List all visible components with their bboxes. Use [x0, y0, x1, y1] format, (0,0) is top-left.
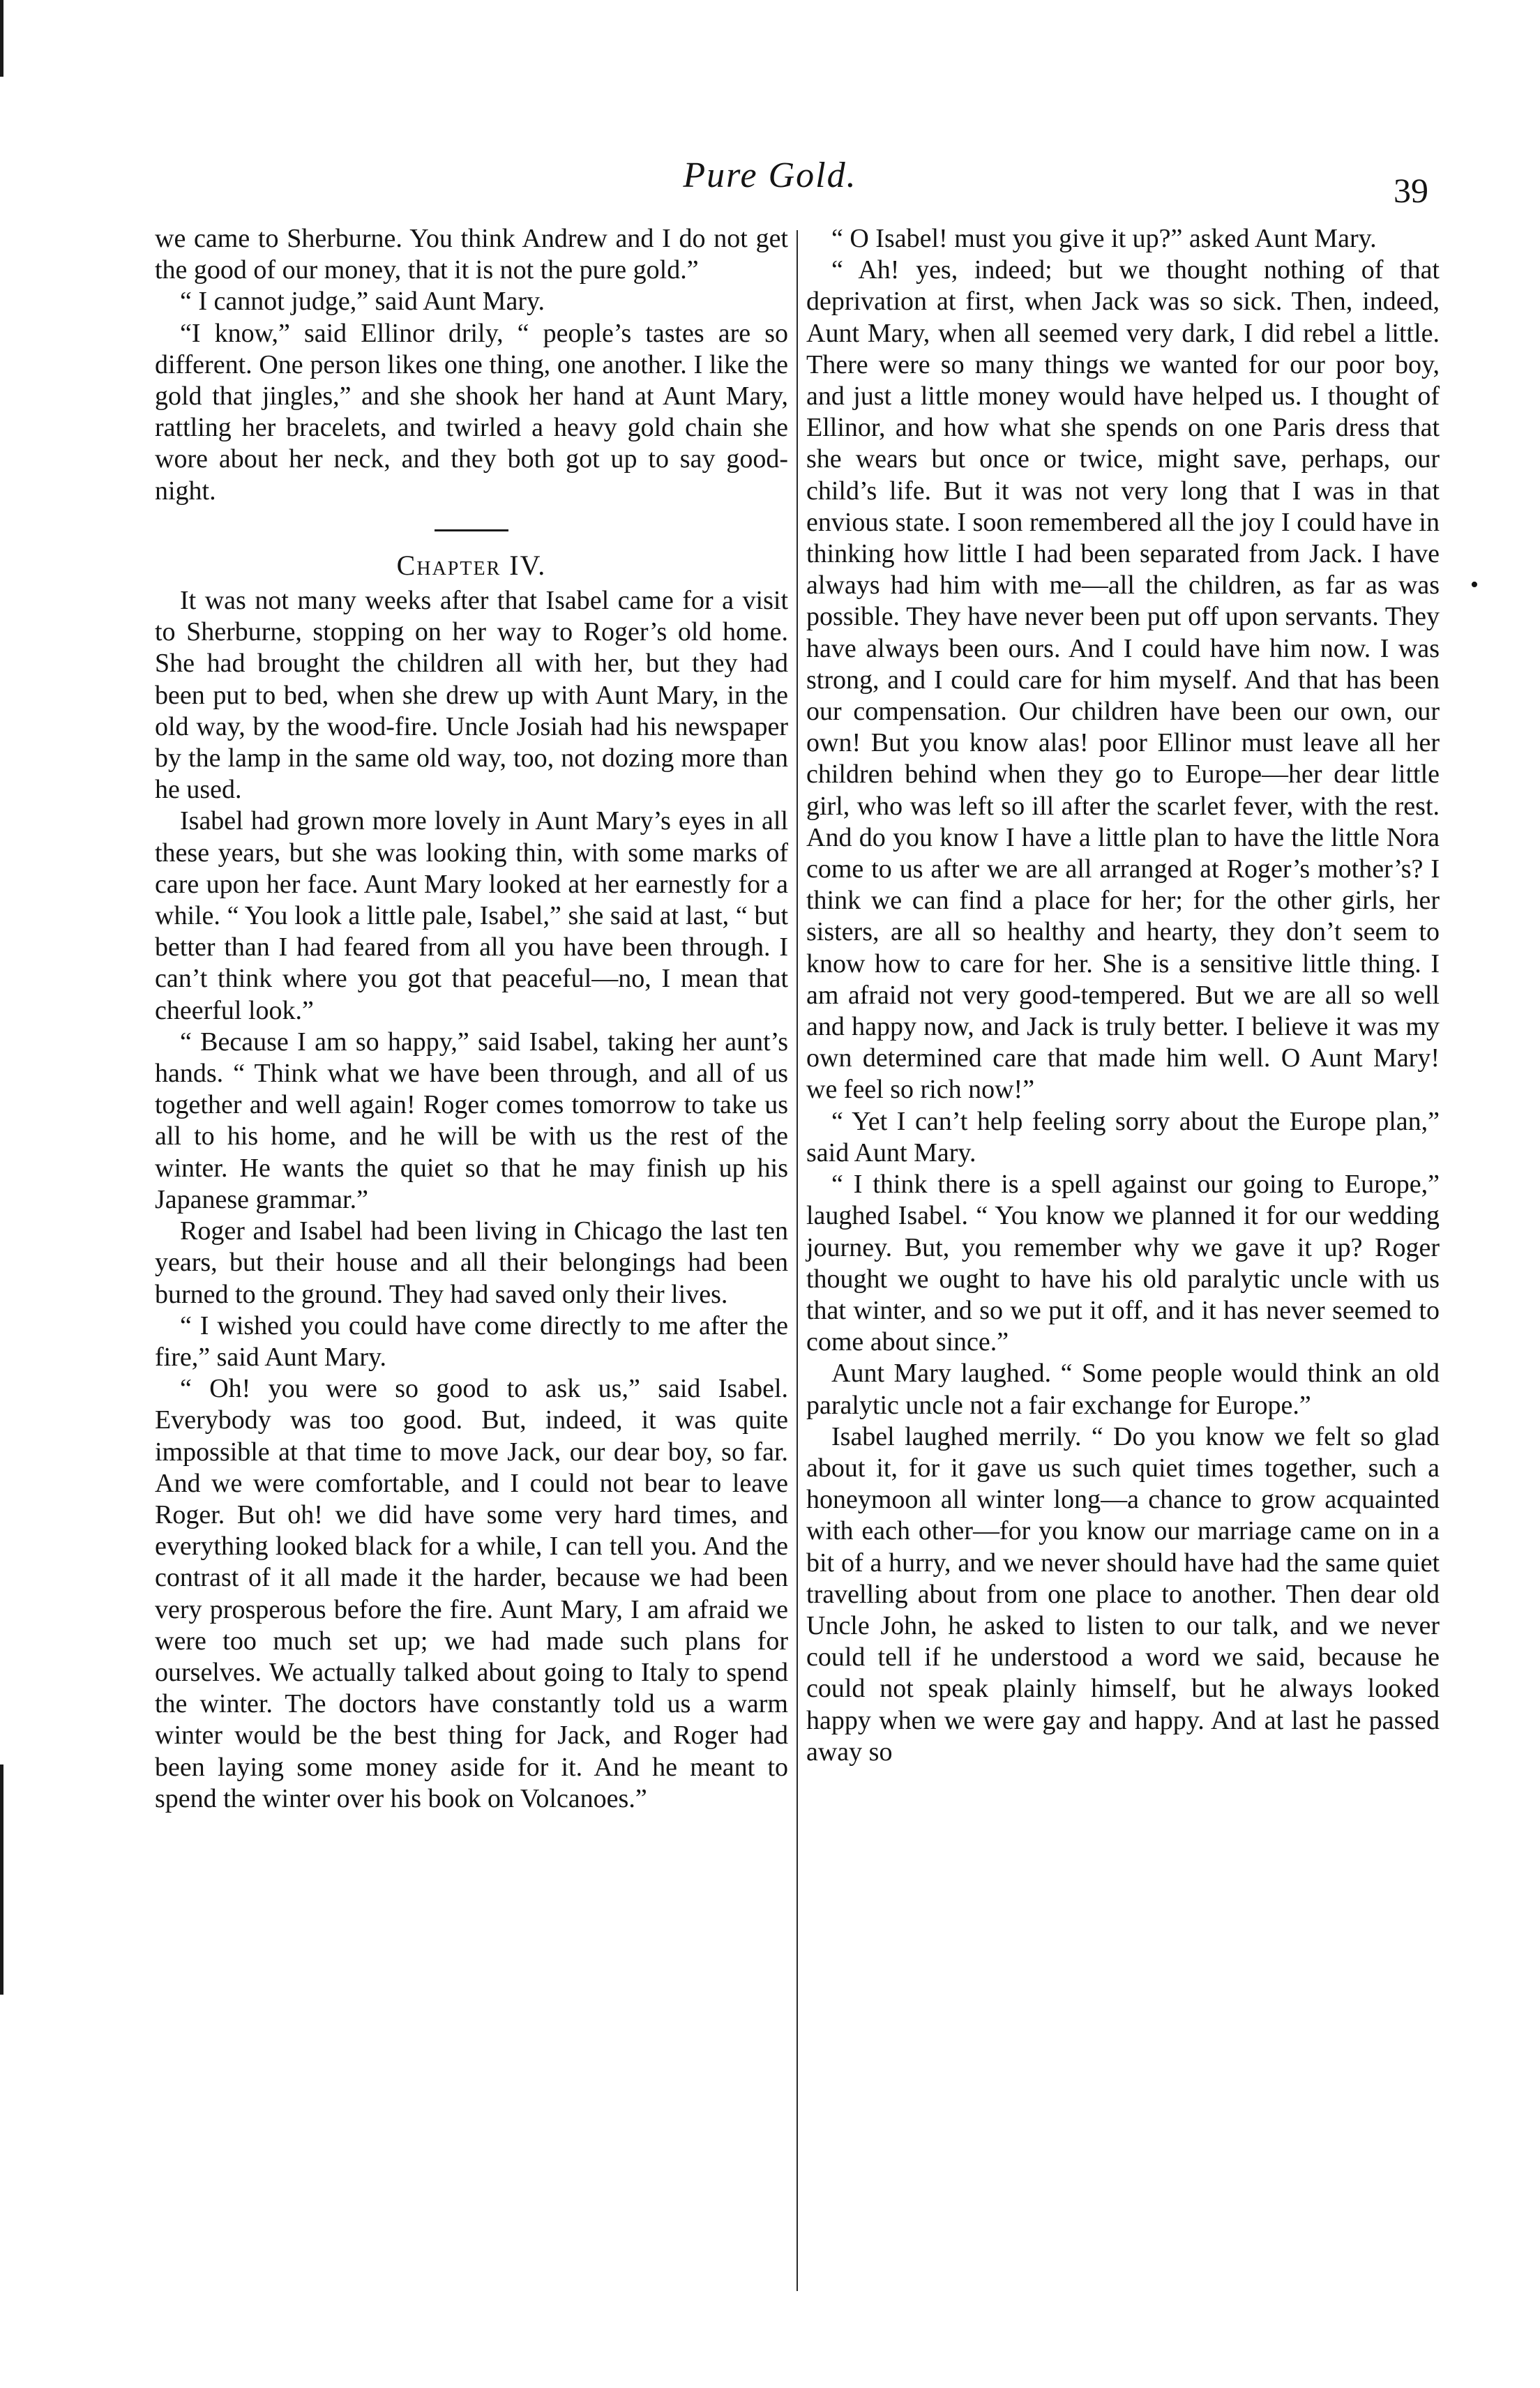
paragraph: “ I cannot judge,” said Aunt Mary. [180, 287, 545, 317]
paragraph: “ O Isabel! must you give it up?” asked Aunt Mary. [831, 224, 1377, 253]
left-column [155, 223, 788, 1815]
right-column [806, 223, 1440, 1768]
paragraph: Roger and Isabel had been living in Chicago the last ten years, but their house and all their belongings had been burned to the ground. They had saved only their lives. [155, 1216, 788, 1309]
paragraph: Aunt Mary laughed. “ Some people would think an old paralytic uncle not a fair exchange for Europe.” [806, 1359, 1440, 1420]
paragraph: It was not many weeks after that Isabel came for a visit to Sherburne, stopping on her way to Roger’s old home. She had brought the children all with her, but they had been put to bed, when she drew up with Aunt Mary, in the old way, by the wood-fire. Uncle Josiah had his newspaper by the lamp in the same old way, too, not dozing more than he used. [155, 586, 788, 805]
left-edge-binding-mark-lower [0, 1764, 3, 1995]
paragraph: we came to Sherburne. You think Andrew and I do not get the good of our money, that it is not the pure gold.” [155, 224, 788, 285]
paragraph: “ Yet I can’t help feeling sorry about the Europe plan,” said Aunt Mary. [806, 1106, 1440, 1167]
paragraph: “ Because I am so happy,” said Isabel, taking her aunt’s hands. “ Think what we have been through, and all of us together and well again! Roger comes tomorrow to take us all to his home, and he will be with us the rest of the winter. He wants the quiet so that he may finish up his Japanese grammar.” [155, 1027, 788, 1214]
column-divider-rule [797, 230, 798, 2291]
paragraph: Isabel had grown more lovely in Aunt Mary’s eyes in all these years, but she was looking thin, with some marks of care upon her face. Aunt Mary looked at her earnestly for a while. “ You look a little pale, Isabel,” she said at last, “ but better than I had feared from all you have been through. I can’t think where you got that peaceful—no, I mean that cheerful look.” [155, 806, 788, 1025]
margin-dot-mark: • [1470, 572, 1479, 598]
section-separator-rule [435, 529, 508, 531]
chapter-heading: Chapter IV. [396, 549, 547, 581]
paragraph: “ I wished you could have come directly to me after the fire,” said Aunt Mary. [155, 1310, 788, 1372]
paragraph: Isabel laughed merrily. “ Do you know we felt so glad about it, for it gave us such quiet times together, such a honeymoon all winter long—a chance to grow acquainted with each other—for you know our marriage came on in a bit of a hurry, and we never should have had the same quiet travelling about from one place to another. Then dear old Uncle John, he asked to listen to our talk, and we never could tell if he understood a word we said, because he could not speak plainly himself, but he always looked happy when we were gay and happy. And at last he passed away so [806, 1421, 1440, 1767]
paragraph: “ Ah! yes, indeed; but we thought nothing of that deprivation at first, when Jack was so sick. Then, indeed, Aunt Mary, when all seemed very dark, I did rebel a little. There were so many things we wanted for our poor boy, and just a little money would have helped us. I thought of Ellinor, and how what she spends on one Paris dress that she wears but once or twice, might save, perhaps, our child’s life. But it was not very long that I was in that envious state. I soon remembered all the joy I could have in thinking how little I had been separated from Jack. I have always had him with me—all the children, as far as was possible. They have never been put off upon servants. They have always been ours. And I could have him now. I was strong, and I could care for him myself. And that has been our compensation. Our children have been our own, our own! But you know alas! poor Ellinor must leave all her children behind when they go to Europe—her dear little girl, who was left so ill after the scarlet fever, with the rest. And do you know I have a little plan to have the little Nora come to us after we are all arranged at Roger’s mother’s? I think we can find a place for her; for the other girls, her sisters, are all so healthy and hearty, they don’t seem to know how to care for her. She is a sensitive little thing. I am afraid not very good-tempered. But we are all so well and happy now, and Jack is truly better. I believe it was my own determined care that made him well. O Aunt Mary! we feel so rich now!” [806, 255, 1440, 1105]
paragraph: “ I think there is a spell against our going to Europe,” laughed Isabel. “ You know we planned it for our wedding journey. But, you remember why we gave it up? Roger thought we ought to have his old paralytic uncle with us that winter, and so we put it off, and it has never seemed to come about since.” [806, 1170, 1440, 1357]
left-edge-binding-mark [0, 0, 3, 77]
running-head: Pure Gold. [683, 156, 857, 195]
paragraph: “ Oh! you were so good to ask us,” said Isabel. Everybody was too good. But, indeed, it was quite impossible at that time to move Jack, our dear boy, so far. And we were comfortable, and I could not bear to leave Roger. But oh! we did have some very hard times, and everything looked black for a while, I can tell you. And the contrast of it all made it the harder, because we had been very prosperous before the fire. Aunt Mary, I am afraid we were too much set up; we had made such plans for ourselves. We actually talked about going to Italy to spend the winter. The doctors have constantly told us a warm winter would be the best thing for Jack, and Roger had been laying some money aside for it. And he meant to spend the winter over his book on Volcanoes.” [155, 1374, 788, 1813]
paragraph: “I know,” said Ellinor drily, “ people’s tastes are so different. One person likes one thing, one another. I like the gold that jingles,” and she shook her hand at Aunt Mary, rattling her bracelets, and twirled a heavy gold chain she wore about her neck, and they both got up to say good-night. [155, 318, 788, 506]
page-number: 39 [1394, 171, 1428, 210]
